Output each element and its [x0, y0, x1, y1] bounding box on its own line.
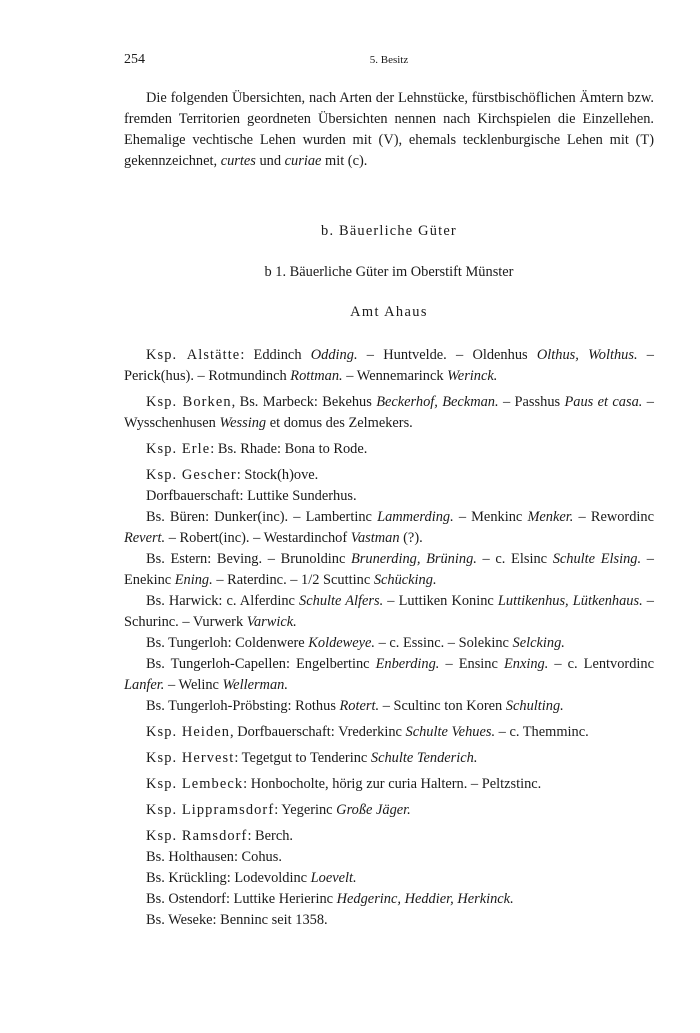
entry-paragraph — [124, 439, 654, 460]
intro-text-after: mit (c). — [321, 153, 368, 169]
later-name: Schücking. — [373, 572, 437, 588]
entry-paragraph — [124, 800, 654, 821]
entry-text: : Honbocholte, hörig zur curia Haltern. – Peltzstinc. — [243, 776, 542, 792]
later-name: Schulte Elsing. — [552, 551, 642, 567]
entry-paragraph — [124, 847, 654, 868]
entry-text: – Passhus — [498, 394, 565, 410]
running-head: 5. Besitz — [369, 54, 409, 66]
entry-paragraph — [124, 507, 654, 549]
entry-text: : Bs. Rhade: Bona to Rode. — [210, 441, 368, 457]
intro-text-before: Die folgenden Übersichten, nach Arten der Lehnstücke, fürstbischöflichen Ämtern bzw. fremden Territorien geordneten Übersichten nennen nach Kirchspielen die Einzellehen. Ehemalige vechtische Lehen wurden mit (V), ehemals tecklenburgische Lehen mit (T) gekennzeichnet, — [124, 90, 654, 169]
page-body — [124, 88, 654, 931]
entry-text: : Berch. — [247, 828, 294, 844]
later-name: Rotert. — [339, 698, 380, 714]
later-name: Hedgerinc, Heddier, Herkinck. — [336, 891, 514, 907]
entry-text: Bs. Krückling: Lodevoldinc — [146, 870, 311, 886]
entry-paragraph — [124, 722, 654, 743]
later-name: Schulte Tenderich. — [370, 750, 478, 766]
intro-paragraph — [124, 88, 654, 172]
page-number: 254 — [124, 52, 145, 67]
section-heading-b1: b 1. Bäuerliche Güter im Oberstift Münster — [264, 264, 514, 280]
later-name: Luttikenhus, Lütkenhaus. — [497, 593, 643, 609]
later-name: Rottman. — [290, 368, 343, 384]
entry-text: – Welinc — [164, 677, 223, 693]
entry-text: et domus des Zelmekers. — [266, 415, 413, 431]
entry-paragraph — [124, 748, 654, 769]
entry-text: : Yegerinc — [274, 802, 337, 818]
entry-text: Bs. Holthausen: Cohus. — [146, 849, 282, 865]
later-name: Beckerhof, Beckman. — [376, 394, 499, 410]
entry-list — [124, 345, 654, 931]
entry-text: – c. Essinc. – Solekinc — [375, 635, 513, 651]
later-name: Selcking. — [512, 635, 565, 651]
entry-paragraph — [124, 696, 654, 717]
entry-text: – Raterdinc. – 1/2 Scuttinc — [212, 572, 374, 588]
entry-paragraph — [124, 392, 654, 434]
entry-text: Dorfbauerschaft: Luttike Sunderhus. — [146, 488, 357, 504]
intro-term-curtes: curtes — [220, 153, 256, 169]
entry-paragraph — [124, 591, 654, 633]
entry-text: – Wysschenhusen — [124, 394, 654, 431]
kirchspiel-label: Ksp. Hervest — [146, 750, 235, 766]
later-name: Brunerding, Brüning. — [351, 551, 477, 567]
kirchspiel-label: Ksp. Heiden — [146, 724, 231, 740]
entry-text: Bs. Büren: Dunker(inc). – Lambertinc — [146, 509, 378, 525]
entry-text: – Enekinc — [124, 551, 654, 588]
entry-text: – Luttiken Koninc — [383, 593, 498, 609]
later-name: Schulting. — [505, 698, 564, 714]
later-name: Große Jäger. — [336, 802, 411, 818]
entry-text: , Bs. Marbeck: Bekehus — [231, 394, 377, 410]
later-name: Ening. — [174, 572, 213, 588]
entry-text: – Menkinc — [453, 509, 528, 525]
later-name: Koldeweye. — [308, 635, 376, 651]
later-name: Loevelt. — [310, 870, 357, 886]
kirchspiel-label: Ksp. Ramsdorf — [146, 828, 248, 844]
later-name: Varwick. — [246, 614, 297, 630]
entry-text: Bs. Harwick: c. Alferdinc — [146, 593, 300, 609]
intro-text-und: und — [255, 153, 285, 169]
entry-paragraph — [124, 889, 654, 910]
later-name: Lanfer. — [124, 677, 165, 693]
entry-text: : Stock(h)ove. — [236, 467, 319, 483]
entry-paragraph — [124, 910, 654, 931]
entry-text: – Scultinc ton Koren — [379, 698, 506, 714]
entry-text: – Perick(hus). – Rotmundinch — [124, 347, 654, 384]
later-name: Werinck. — [447, 368, 498, 384]
entry-paragraph — [124, 465, 654, 486]
entry-text: Bs. Tungerloh-Pröbsting: Rothus — [146, 698, 340, 714]
entry-text: – Huntvelde. – Oldenhus — [357, 347, 537, 363]
kirchspiel-label: Ksp. Gescher — [146, 467, 237, 483]
entry-text: – Rewordinc — [573, 509, 654, 525]
kirchspiel-label: Ksp. Alstätte — [146, 347, 241, 363]
entry-paragraph — [124, 633, 654, 654]
entry-text: Bs. Tungerloh-Capellen: Engelbertinc — [146, 656, 376, 672]
entry-text: – Schurinc. – Vurwerk — [124, 593, 654, 630]
later-name: Odding. — [310, 347, 358, 363]
entry-text: , Dorfbauerschaft: Vrederkinc — [230, 724, 406, 740]
entry-paragraph — [124, 868, 654, 889]
entry-paragraph — [124, 654, 654, 696]
later-name: Schulte Vehues. — [405, 724, 496, 740]
entry-paragraph — [124, 549, 654, 591]
page-header — [124, 52, 654, 72]
entry-text: – Robert(inc). – Westardinchof — [165, 530, 351, 546]
entry-text: – c. Themminc. — [495, 724, 589, 740]
entry-text: – c. Lentvordinc — [548, 656, 654, 672]
section-heading-b: b. Bäuerliche Güter — [321, 223, 457, 239]
entry-text: – Ensinc — [439, 656, 504, 672]
later-name: Schulte Alfers. — [299, 593, 384, 609]
entry-text: : Eddinch — [240, 347, 311, 363]
entry-text: – Wennemarinck — [342, 368, 448, 384]
entry-text: Bs. Weseke: Benninc seit 1358. — [146, 912, 328, 928]
intro-term-curiae: curiae — [284, 153, 322, 169]
entry-text: Bs. Estern: Beving. – Brunoldinc — [146, 551, 352, 567]
kirchspiel-label: Ksp. Lippramsdorf — [146, 802, 275, 818]
entry-text: (?). — [399, 530, 423, 546]
later-name: Revert. — [124, 530, 166, 546]
kirchspiel-label: Ksp. Erle — [146, 441, 211, 457]
entry-text: Bs. Ostendorf: Luttike Herierinc — [146, 891, 337, 907]
entry-paragraph — [124, 486, 654, 507]
kirchspiel-label: Ksp. Borken — [146, 394, 232, 410]
later-name: Wessing — [219, 415, 267, 431]
later-name: Menker. — [527, 509, 574, 525]
later-name: Lammerding. — [377, 509, 454, 525]
entry-text: – c. Elsinc — [476, 551, 553, 567]
later-name: Paus et casa. — [564, 394, 643, 410]
later-name: Wellerman. — [222, 677, 288, 693]
later-name: Enxing. — [503, 656, 549, 672]
later-name: Olthus, Wolthus. — [536, 347, 638, 363]
amt-heading: Amt Ahaus — [350, 304, 428, 320]
entry-paragraph — [124, 774, 654, 795]
entry-paragraph — [124, 345, 654, 387]
later-name: Vastman — [350, 530, 400, 546]
entry-paragraph — [124, 826, 654, 847]
entry-text: : Tegetgut to Tenderinc — [234, 750, 371, 766]
later-name: Enberding. — [375, 656, 440, 672]
kirchspiel-label: Ksp. Lembeck — [146, 776, 244, 792]
entry-text: Bs. Tungerloh: Coldenwere — [146, 635, 309, 651]
